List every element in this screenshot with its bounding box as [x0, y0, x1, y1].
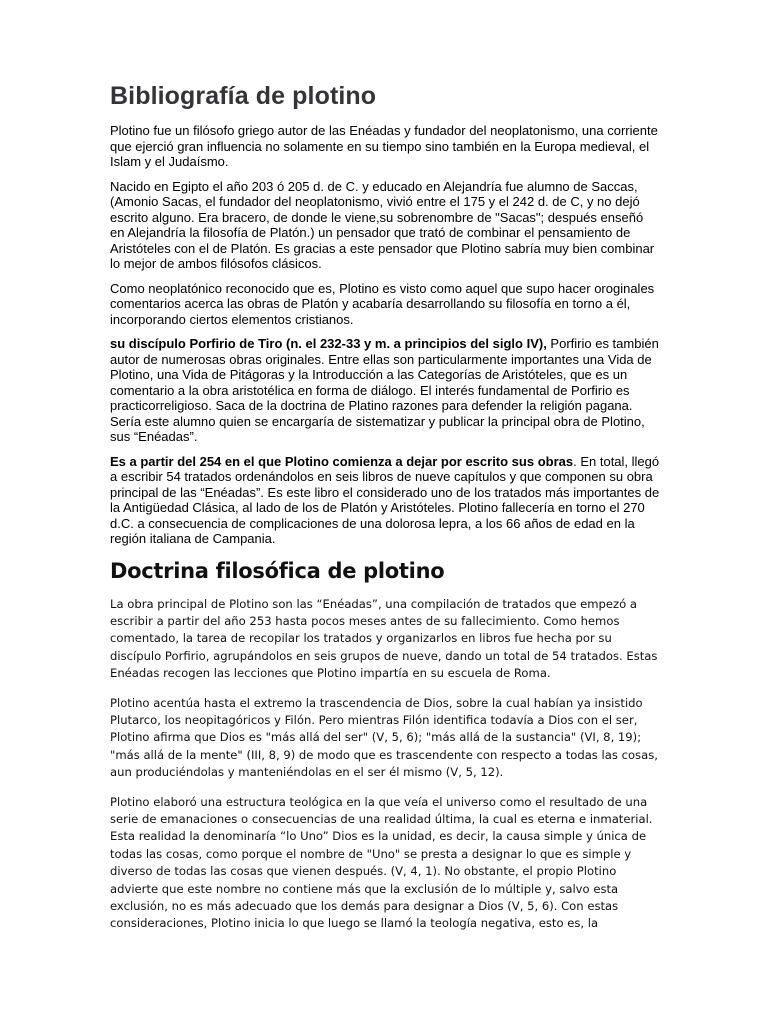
paragraph-neoplatonic: Como neoplatónico reconocido que es, Plotino es visto como aquel que supo hacer oroginales comentarios acerca las obras de Platón y acabaría desarrollando su filosofía en torno a él, incorporando ciertos elementos cristianos. — [110, 280, 655, 327]
paragraph-transcendence: Plotino acentúa hasta el extremo la trascendencia de Dios, sobre la cual habían ya insistido Plutarco, los neopitagóricos y Filón. Pero mientras Filón identifica todavía a Dios con el ser, Plotino afirma que Dios es "más allá del ser" (V, 5, 6); "más allá de la sustancia" (VI, 8, 19); "más allá de la mente" (III, 8, 9) de modo que es trascendente con respecto a todas las cosas, aun produciéndolas y manteniéndolas en el ser él mismo (V, 5, 12). — [110, 695, 658, 780]
paragraph-eneadas: La obra principal de Plotino son las “Enéadas”, una compilación de tratados que empezó a escribir a partir del año 253 hasta pocos meses antes de su fallecimiento. Como hemos comentado, la tarea de recopilar los tratados y organizarlos en libros fue hecha por su discípulo Porfirio, agrupándolos en seis grupos de nueve, dando un total de 54 tratados. Estas Enéadas recogen las lecciones que Plotino impartía en su escuela de Roma. — [110, 596, 658, 681]
paragraph-porfirio-text: Porfirio es también autor de numerosas obras originales. Entre ellas son particularmente importantes una Vida de Plotino, una Vida de Pitágoras y la Introducción a las Categorías de Aristóteles, que es un comentario a la obra aristotélica en forma de diálogo. El interés fundamental de Porfirio es practicorreligioso. Saca de la doctrina de Platino razones para defender la religión pagana. Sería este alumno quien se encargaría de sistematizar y publicar la principal obra de Plotino, sus “Enéadas”. — [110, 336, 659, 444]
page-title: Bibliografía de plotino — [110, 82, 377, 110]
section-heading: Doctrina filosófica de plotino — [110, 558, 445, 583]
paragraph-birth: Nacido en Egipto el año 203 ó 205 d. de C. y educado en Alejandría fue alumno de Saccas, (Amonio Sacas, el fundador del neoplatonismo, vivió entre el 175 y el 242 d. de C, y no dejó escrito alguno. Era bracero, de donde le viene,su sobrenombre de "Sacas"; después enseñó en Alejandría la filosofía de Platón.) un pensador que trató de combinar el pensamiento de Aristóteles con el de Platón. Es gracias a este pensador que Plotino sabría muy bien combinar lo mejor de ambos filósofos clásicos. — [110, 178, 655, 271]
paragraph-porfirio-bold: su discípulo Porfirio de Tiro (n. el 232-33 y m. a principios del siglo IV), — [110, 336, 547, 351]
document-page — [110, 82, 660, 945]
paragraph-writings-text: . En total, llegó a escribir 54 tratados ordenándolos en seis libros de nueve capítulos y que componen su obra principal de las “Enéadas”. Es este libro el considerado uno de los tratados más importantes de la Antigüedad Clásica, al lado de los de Platón y Aristóteles. Plotino fallecería en torno el 270 d.C. a consecuencia de complicaciones de una dolorosa lepra, a los 66 años de edad en la región italiana de Campania. — [110, 453, 660, 546]
paragraph-theology: Plotino elaboró una estructura teológica en la que veía el universo como el resultado de una serie de emanaciones o consecuencias de una realidad última, la cual es eterna e inmaterial. Esta realidad la denominaría “lo Uno” Dios es la unidad, es decir, la causa simple y única de todas las cosas, como porque el nombre de "Uno" se presta a designar lo que es simple y diverso de todas las cosas que vienen después. (V, 4, 1). No obstante, el propio Plotino advierte que este nombre no contiene más que la exclusión de lo múltiple y, salvo esta exclusión, no es más adecuado que los demás para designar a Dios (V, 5, 6). Con estas consideraciones, Plotino inicia lo que luego se llamó la teología negativa, esto es, la — [110, 794, 653, 931]
paragraph-writings-bold: Es a partir del 254 en el que Plotino comienza a dejar por escrito sus obras — [110, 453, 574, 469]
paragraph-writings — [110, 454, 660, 547]
paragraph-porfirio — [110, 336, 660, 445]
paragraph-intro: Plotino fue un filósofo griego autor de las Enéadas y fundador del neoplatonismo, una corriente que ejerció gran influencia no solamente en su tiempo sino también en la Europa medieval, el Islam y el Judaísmo. — [110, 123, 658, 169]
